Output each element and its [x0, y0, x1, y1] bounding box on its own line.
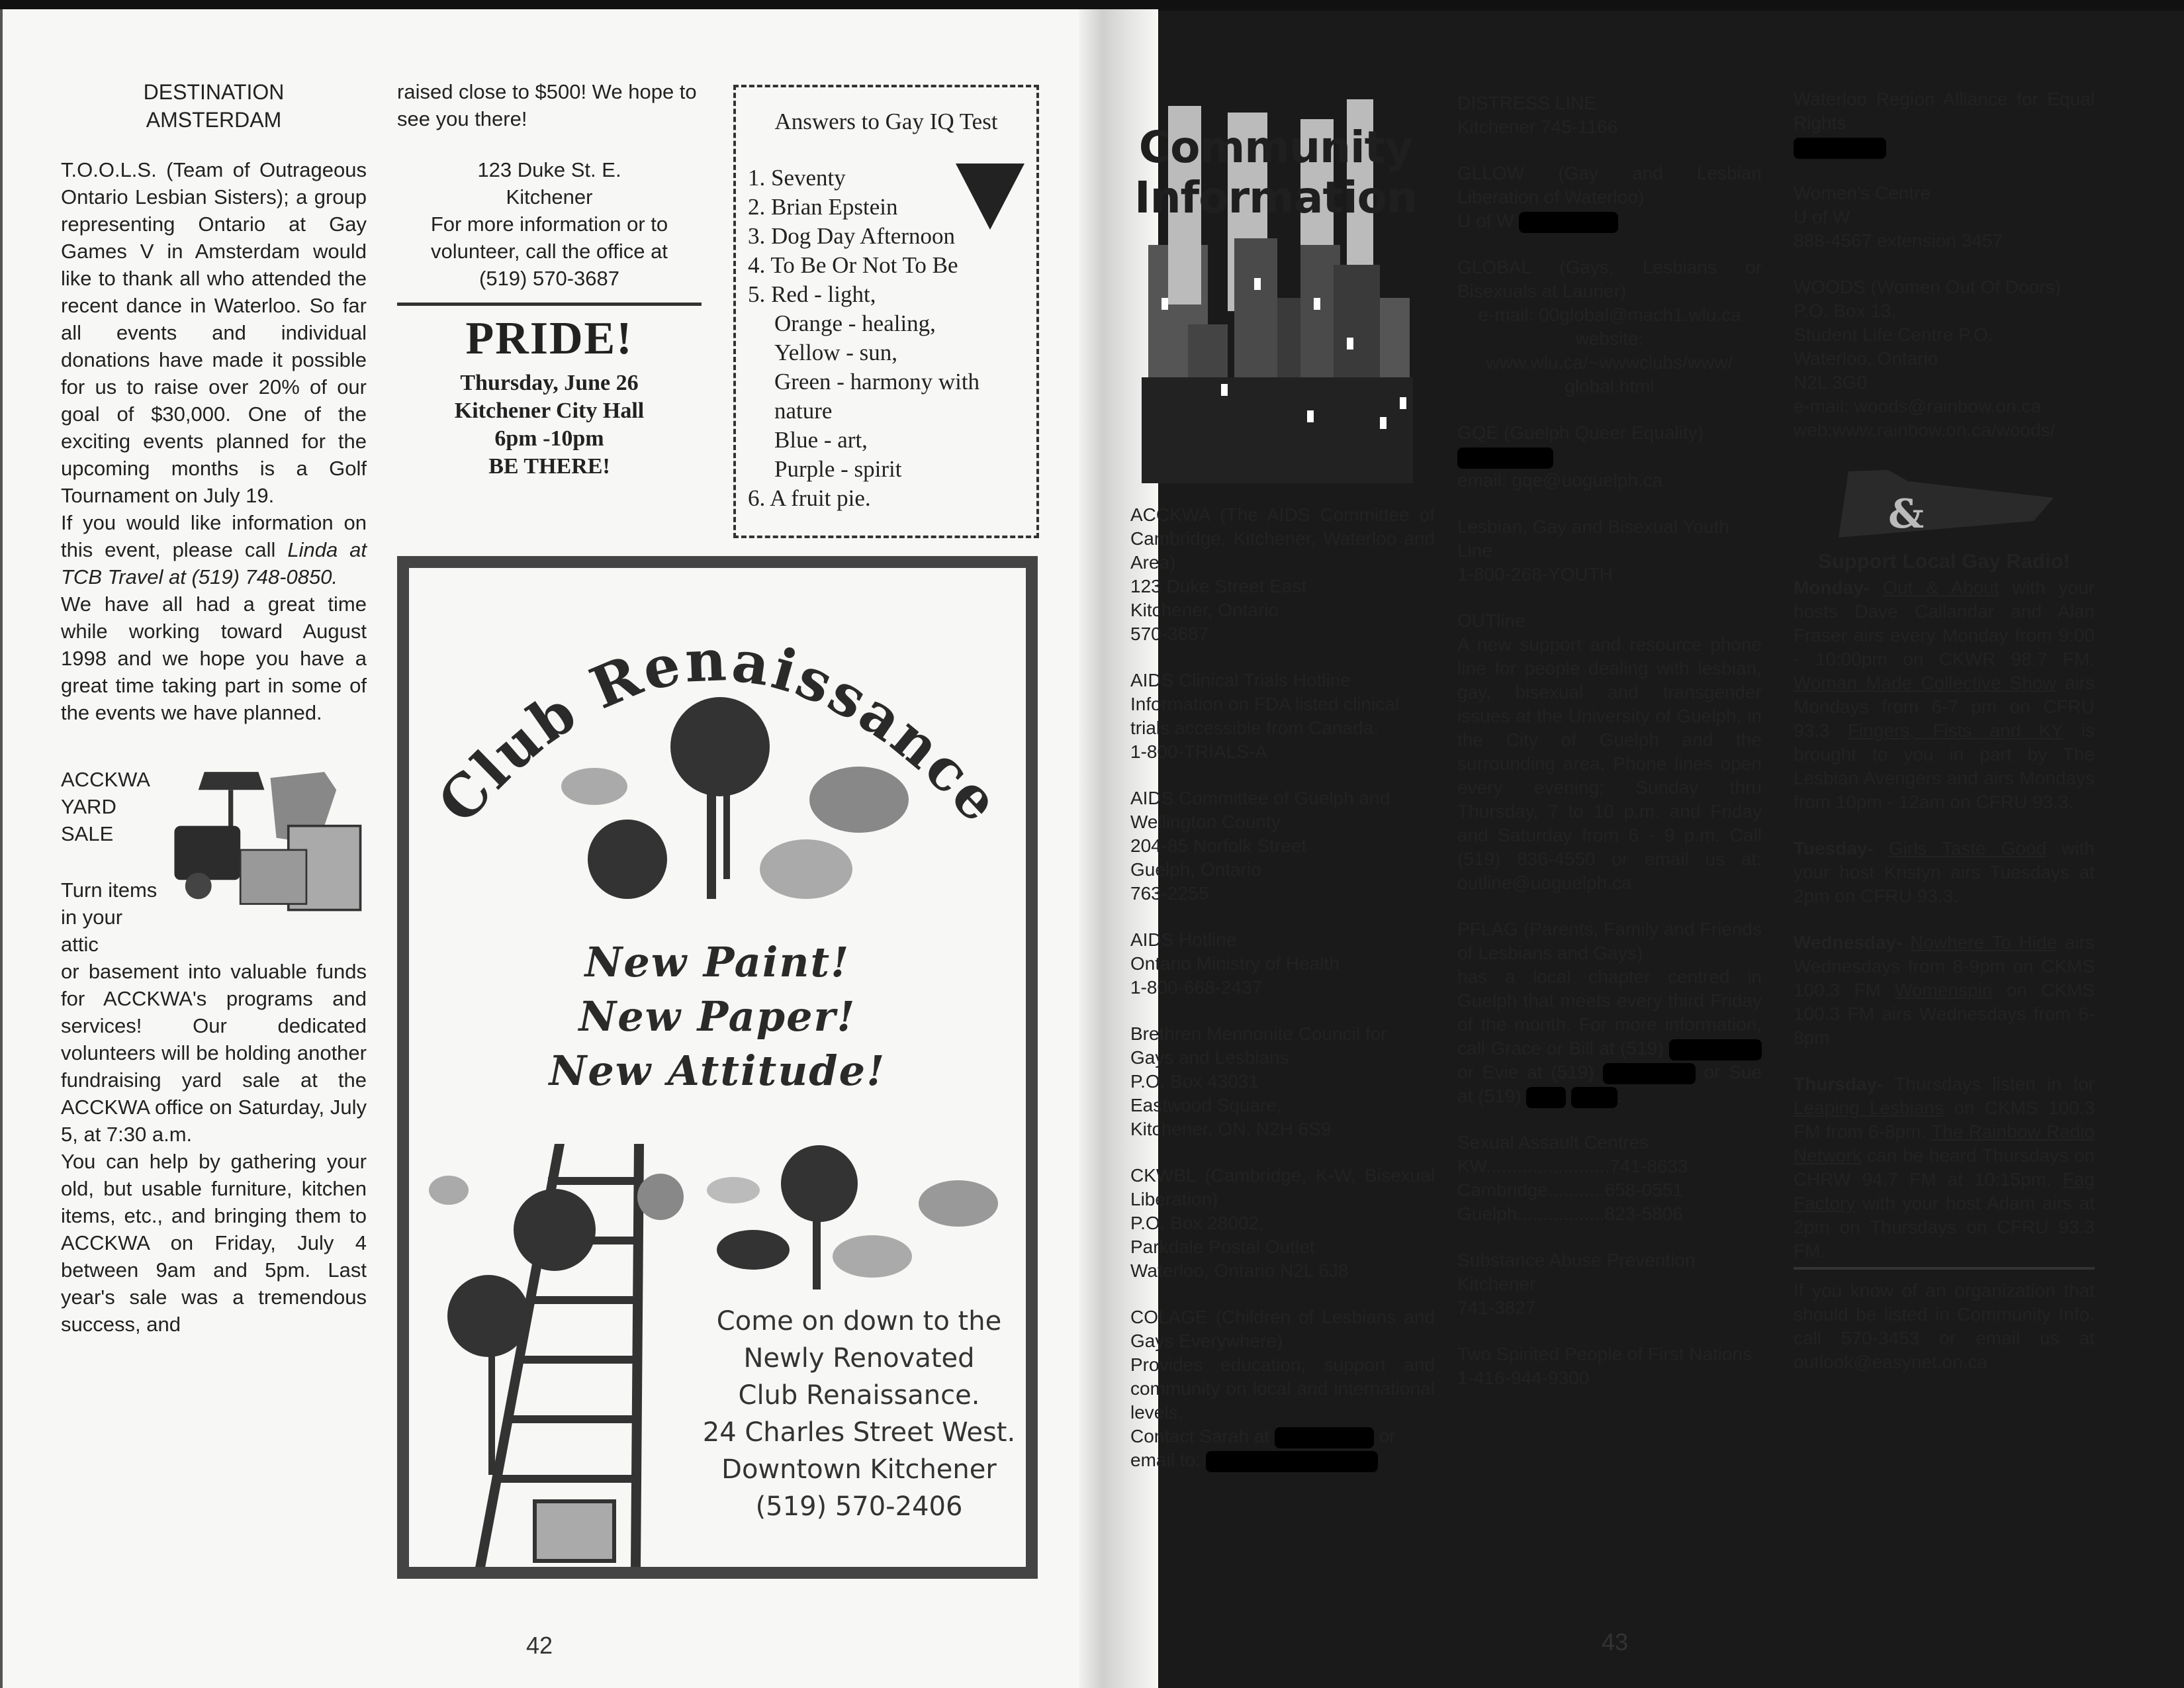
slogan: New Paper!: [578, 992, 856, 1041]
show-details: on CKMS 100.3 FM airs Wednesdays from 6-8pm: [1794, 980, 2095, 1048]
wheel: [185, 872, 212, 899]
radio-thursday: [1794, 1072, 2095, 1263]
drip: [488, 1342, 495, 1475]
entry-line: Kitchener, Ontario: [1130, 600, 1279, 620]
splatter: [707, 1177, 760, 1203]
redacted-phone: [1526, 1087, 1566, 1108]
ad-info-line: 24 Charles Street West.: [702, 1417, 1016, 1448]
contact-info: Linda at TCB Travel at (519) 748-0850.: [61, 538, 367, 588]
directory-entry: [1794, 181, 2095, 253]
iq-answer: 4. To Be Or Not To Be: [748, 252, 958, 278]
show-title: Nowhere To Hide: [1910, 932, 2058, 953]
splatter: [514, 1189, 596, 1271]
destination-article: [61, 156, 367, 726]
yard-sale-intro-line: Turn items: [61, 878, 158, 902]
destination-title: [61, 78, 367, 134]
ladder-art: [422, 1144, 687, 1568]
directory-entry: [1457, 256, 1762, 399]
iq-answer: 2. Brian Epstein: [748, 194, 898, 220]
directory-column-2: [1457, 91, 1762, 1607]
entry-name: GLLOW (Gay and Lesbian Liberation of Waterloo): [1457, 163, 1762, 207]
entry-line: global.html: [1565, 376, 1655, 397]
directory-entry: [1457, 1131, 1762, 1226]
entry-name: AIDS Clinical Trials Hotline: [1130, 670, 1351, 690]
directory-column-3: [1794, 87, 2095, 1610]
ampersand-glyph: &: [1888, 491, 1924, 538]
show-details: airs Mondays from 6-7 pm on CFRU 93.3: [1794, 673, 2095, 741]
entry-line: 1-800-268-YOUTH: [1457, 564, 1613, 585]
iq-answer: Purple - spirit: [774, 456, 902, 482]
entry-line: email: gqe@uoguelph.ca: [1457, 470, 1663, 491]
ad-info-line: Come on down to the: [716, 1306, 1002, 1336]
show-title: Woman Made Collective Show: [1794, 673, 2056, 693]
entry-line: A new support and resource phone line for people dealing with lesbian, gay, bisexual and transgender issues at the University of Guelph, in the City of Guelph and the surrounding area. Phone lines open every evening; Sunday thru Thursday, 7 to 10 p.m. and Friday and Saturday from 6 - 9 p.m. Call (519) 836-4550 or email us at: outline@uoguelph.ca: [1457, 634, 1762, 893]
entry-line: 1-800-TRIALS-A: [1130, 741, 1267, 762]
area-code: (519): [1620, 1038, 1664, 1058]
acckwa-contact: [397, 156, 702, 292]
directory-entry: [1794, 275, 2095, 442]
entry-line: 763-2255: [1130, 883, 1209, 904]
entry-line: Kitchener 745-1166: [1457, 117, 1618, 137]
day-label: Thursday-: [1794, 1074, 1884, 1094]
yard-sale-intro-line: in your attic: [61, 906, 123, 956]
iq-answer: 6. A fruit pie.: [748, 485, 871, 511]
iq-answer: Green - harmony with: [774, 369, 980, 395]
phone: 741-8633: [1610, 1156, 1688, 1176]
basket: [240, 850, 306, 904]
day-label: Tuesday-: [1794, 838, 1874, 859]
entry-line: website:: [1575, 328, 1644, 349]
yard-sale-title-line: YARD: [61, 795, 116, 818]
phone-row: [1457, 1202, 1762, 1226]
drip: [813, 1203, 821, 1289]
radio-show-logo: [1835, 465, 2054, 544]
splatter: [717, 1230, 790, 1270]
community-info-title: [1128, 122, 1423, 223]
title-line: Information: [1134, 172, 1417, 223]
leader-dots: ........................: [1486, 1156, 1610, 1176]
phone: 823-5806: [1604, 1203, 1683, 1224]
upper-splatter-art: [694, 1144, 1024, 1296]
pride-notice: [397, 312, 702, 481]
destination-paragraph: [61, 509, 367, 590]
iq-answer-list: [748, 164, 979, 513]
show-title: Out & About: [1883, 577, 1999, 598]
entry-line: [1130, 1425, 1435, 1448]
pflag-desc: has a local chapter centred in Guelph that meets every third Friday of the month. For more information, call Grace or Bill at: [1457, 966, 1762, 1058]
email-prefix: email to:: [1130, 1450, 1201, 1470]
entry-name: Two Spirited People of First Nations: [1457, 1344, 1752, 1364]
entry-name: AIDS Committee of Guelph and Wellington County: [1130, 788, 1390, 832]
entry-line: P.O. Box 43031: [1130, 1071, 1259, 1092]
entry-line: www.wlu.ca/~wwwclubs/www/: [1486, 352, 1733, 373]
pride-title: PRIDE!: [465, 313, 633, 364]
splatter: [588, 820, 667, 899]
directory-entry: [1457, 91, 1762, 139]
entry-line: 1-416-944-9300: [1457, 1368, 1590, 1388]
directory-column-1: [1130, 503, 1435, 1602]
iq-answer: Yellow - sun,: [774, 340, 898, 365]
destination-title-line: DESTINATION: [143, 80, 285, 104]
directory-entry: [1130, 786, 1435, 906]
drip: [723, 767, 730, 879]
radio-monday: [1794, 576, 2095, 814]
entry-name: WOODS (Women Out Of Doors): [1794, 277, 2061, 297]
or-text: or: [1379, 1426, 1396, 1446]
entry-name: GLOBAL (Gays, Lesbians or Bisexuals at Laurier): [1457, 257, 1762, 301]
destination-title-line: AMSTERDAM: [146, 108, 282, 132]
pride-time: 6pm -10pm: [494, 426, 604, 451]
contact-prefix: Contact Sarah at: [1130, 1426, 1270, 1446]
directory-entry: [1457, 917, 1762, 1108]
yard-sale-paragraph: You can help by gathering your old, but usable furniture, kitchen items, etc., and bringing them to ACCKWA on Friday, July 4 between 9am and 5pm. Last year's sale was a tremendous success, and: [61, 1150, 367, 1336]
entry-name: ACCKWA (The AIDS Committee of Cambridge, Kitchener, Waterloo and Area): [1130, 504, 1435, 573]
logo-shape: [1839, 470, 2054, 538]
club-renaissance-ad: [397, 556, 1038, 1579]
redacted-phone: [1275, 1427, 1374, 1448]
redacted-email: [1206, 1451, 1378, 1472]
splatter: [670, 697, 770, 796]
slogan: New Attitude!: [549, 1047, 886, 1095]
pride-cta: BE THERE!: [488, 454, 610, 479]
leader-dots: ...........: [1547, 1180, 1605, 1200]
show-details: with your hosts Dave Callandar and Alan Fraser airs every Monday from 9:00 - 10:00pm on CKWR 98.7 FM.: [1794, 577, 2095, 669]
address-line: 123 Duke St. E.: [477, 158, 621, 181]
entry-line: U of W: [1794, 207, 1850, 227]
iq-answer: nature: [774, 398, 833, 424]
listing-footer-note: If you know of an organization that should be listed in Community Info. call 570-3453 or email us at outlook@easynet.on.ca: [1794, 1280, 2095, 1372]
ad-info: [687, 1303, 1031, 1525]
info-line: For more information or to: [430, 212, 668, 236]
club-name-arc: [409, 568, 1026, 925]
entry-line: Waterloo, Ontario N2L 6J8: [1130, 1260, 1349, 1281]
entry-line: [1457, 209, 1762, 233]
entry-line: Ontario Ministry of Health: [1130, 953, 1340, 974]
yard-sale-article: [61, 958, 367, 1338]
show-details: can be heard Thursdays on CHRW 94.7 FM at 10:15pm.: [1794, 1145, 2095, 1190]
radio-tuesday: [1794, 837, 2095, 908]
iq-answer: Orange - healing,: [774, 310, 936, 336]
redacted-phone: [1457, 447, 1553, 469]
entry-line: 741-3827: [1457, 1297, 1536, 1318]
yard-sale-continued: raised close to $500! We hope to see you there!: [397, 80, 697, 130]
pflag-contact: or Sue at (519): [1457, 1062, 1762, 1106]
club-name-path: Club Renaissance: [425, 627, 1014, 837]
destination-paragraph: We have all had a great time while working toward August 1998 and we hope you have a great time taking part in some of the events we have planned.: [61, 592, 367, 724]
show-title: Leaping Lesbians: [1794, 1098, 1944, 1118]
yard-sale-title-line: ACCKWA: [61, 768, 150, 791]
directory-entry: [1457, 1342, 1762, 1390]
day-label: Monday-: [1794, 577, 1870, 598]
iq-answer: 1. Seventy: [748, 165, 846, 191]
entry-line: 888-4567 extension 3457: [1794, 230, 2003, 251]
splatter: [833, 1235, 912, 1278]
directory-entry: [1130, 928, 1435, 1000]
entry-line: P.O. Box 13,: [1794, 301, 1897, 321]
show-details: with your host Kristyn airs Tuesdays at 2pm on CFRU 93.3.: [1794, 838, 2095, 906]
directory-entry: [1457, 421, 1762, 492]
entry-line: Waterloo, Ontario: [1794, 348, 1938, 369]
entry-line: 204-85 Norfolk Street: [1130, 835, 1307, 856]
entry-name: CKWBL (Cambridge, K-W, Bisexual Liberation): [1130, 1165, 1435, 1209]
show-title: Fingers, Fists and KY: [1847, 720, 2064, 741]
slogan: New Paint!: [584, 938, 850, 986]
entry-line: web:www.rainbow.on.ca/woods/: [1794, 420, 2056, 440]
entry-name: DISTRESS LINE: [1457, 93, 1597, 113]
iq-answer: 3. Dog Day Afternoon: [748, 223, 956, 249]
left-column-2: [397, 78, 702, 548]
info-line: volunteer, call the office at: [431, 240, 668, 263]
left-column-1: [61, 78, 367, 1594]
show-details: Thursdays listen in for: [1894, 1074, 2095, 1094]
phone-row: [1457, 1178, 1762, 1202]
radio-wednesday: [1794, 931, 2095, 1050]
directory-entry: [1457, 515, 1762, 586]
entry-name: Brethren Mennonite Council for Gays and Lesbians: [1130, 1023, 1387, 1068]
entry-line: e-mail: woods@rainbow.on.ca: [1794, 396, 2041, 416]
ad-info-line: Newly Renovated: [743, 1343, 975, 1374]
show-details: on CKMS 100.3 FM from 6-8pm.: [1794, 1098, 2095, 1142]
redacted-phone: [1571, 1087, 1617, 1108]
entry-line: Kitchener: [1457, 1274, 1536, 1294]
yard-sale-paragraph: or basement into valuable funds for ACCKWA's programs and services! Our dedicated volunteers will be holding another fundraising yard sale at the ACCKWA office on Saturday, July 5, at 7:30 a.m.: [61, 960, 367, 1146]
directory-entry: [1130, 503, 1435, 646]
entry-line: e-mail: 00global@mach1.wlu.ca: [1478, 305, 1741, 325]
entry-name: Waterloo Region Alliance for Equal Rights: [1794, 89, 2095, 133]
divider: [397, 303, 702, 306]
directory-entry-colage: [1130, 1305, 1435, 1472]
entry-line: Eastwood Square,: [1130, 1095, 1282, 1115]
entry-name: Sexual Assault Centres: [1457, 1132, 1649, 1152]
entry-name: Women's Centre: [1794, 183, 1931, 203]
radio-section: [1794, 549, 2095, 1263]
ad-info-line: Club Renaissance.: [738, 1380, 980, 1411]
radio-title: Support Local Gay Radio!: [1818, 549, 2070, 573]
ad-info-line: Downtown Kitchener: [721, 1454, 997, 1485]
entry-name: PFLAG (Parents, Family and Friends of Lesbians and Gays): [1457, 919, 1762, 963]
entry-line: has a local chapter centred in Guelph that meets every third Friday of the month. For more information, call Grace or Bill at (519) or Evie at (519) or Sue at (519) .: [1457, 965, 1762, 1108]
show-details: with your host Adam airs at 2pm on Thursdays on CFRU 93.3 FM.: [1794, 1193, 2095, 1261]
redacted-phone: [1794, 138, 1886, 159]
entry-line: Student Life Centre P.O.: [1794, 324, 1993, 345]
lamp-shade: [199, 772, 265, 790]
entry-line: Kitchener, ON. N2H 6S9: [1130, 1119, 1332, 1139]
phone-row: [1457, 1154, 1762, 1178]
splatter: [760, 839, 852, 899]
entry-name: AIDS Hotline: [1130, 929, 1237, 950]
yard-sale-title-line: SALE: [61, 822, 114, 845]
redacted-phone: [1519, 212, 1618, 233]
contact-lead: If you would like information on this event, please call: [61, 511, 367, 561]
day-label: Wednesday-: [1794, 932, 1903, 953]
pride-date: Thursday, June 26: [460, 371, 639, 395]
directory-entry: [1130, 1022, 1435, 1141]
splatter: [809, 767, 909, 833]
entry-line: [1130, 1448, 1435, 1472]
directory-entry: [1457, 162, 1762, 233]
entry-line: Parkdale Postal Outlet: [1130, 1237, 1315, 1257]
show-title: Womenspin: [1895, 980, 1993, 1000]
directory-entry: [1457, 609, 1762, 895]
divider: [1794, 1267, 2095, 1270]
splatter: [429, 1176, 469, 1205]
destination-paragraph: T.O.O.L.S. (Team of Outrageous Ontario Lesbian Sisters); a group representing Ontario at Gay Games V in Amsterdam would like to thank all who attended the recent dance in Waterloo. So far all events and individual donations have made it possible for us to raise over 20% of our goal of $30,000. One of the exciting events planned for the upcoming months is a Golf Tournament on July 19.: [61, 158, 367, 507]
community-info-header: [1128, 99, 1423, 483]
entry-line: Provides education, support and community on local and international levels.: [1130, 1354, 1435, 1423]
entry-name: Lesbian, Gay and Bisexual Youth Line: [1457, 516, 1729, 561]
entry-name: Substance Abuse Prevention: [1457, 1250, 1696, 1270]
pflag-contact: or Evie at (519): [1457, 1062, 1594, 1082]
entry-line: N2L 3G0: [1794, 372, 1868, 393]
address-line: Kitchener: [506, 185, 593, 209]
yard-sale-block: [61, 766, 367, 1338]
iq-test-box: [733, 85, 1039, 538]
entry-line: 123 Duke Street East: [1130, 576, 1307, 596]
directory-entry: [1130, 1164, 1435, 1283]
entry-line: 570-3687: [1130, 624, 1209, 644]
iq-answer: Blue - art,: [774, 427, 868, 453]
suitcase: [174, 826, 240, 880]
place: Cambridge: [1457, 1180, 1548, 1200]
splatter: [561, 768, 627, 805]
phone: 658-0551: [1604, 1180, 1683, 1200]
place: Guelph: [1457, 1203, 1518, 1224]
entry-line: Information on FDA listed clinical trials accessible from Canada.: [1130, 694, 1400, 738]
ad-info-line: (519) 570-2406: [755, 1491, 963, 1522]
directory-entry: [1457, 1248, 1762, 1320]
show-title: The Rainbow Radio Network: [1794, 1121, 2095, 1166]
show-details: is brought to you in part by The Lesbian Avengers and airs Mondays from 10pm - 12am on CFRU 93.3.: [1794, 720, 2095, 812]
entry-line: P.O. Box 28002,: [1130, 1213, 1264, 1233]
splatter: [637, 1174, 684, 1220]
page-number-left: 42: [526, 1632, 553, 1659]
directory-entry: [1130, 669, 1435, 764]
page-number-right: 43: [1602, 1628, 1629, 1656]
entry-line: Guelph, Ontario: [1130, 859, 1261, 880]
show-title: Girls Taste Good: [1888, 838, 2047, 859]
entry-name: OUTline: [1457, 610, 1525, 631]
entry-line-text: U of W: [1457, 211, 1514, 231]
redacted-phone: [1669, 1039, 1762, 1060]
iq-answer: 5. Red - light,: [748, 281, 876, 307]
redacted-phone: [1603, 1063, 1696, 1084]
pride-place: Kitchener City Hall: [454, 399, 645, 423]
place: KW: [1457, 1156, 1486, 1176]
splatter: [919, 1180, 998, 1227]
title-line: Community: [1138, 122, 1413, 173]
drip: [707, 767, 716, 899]
office-phone: (519) 570-3687: [479, 267, 619, 290]
entry-name: GQE (Guelph Queer Equality): [1457, 422, 1704, 443]
paint-can-icon: [535, 1501, 614, 1561]
leader-dots: .................: [1517, 1203, 1605, 1224]
show-details: airs Wednesdays from 8-9pm on CKMS 100.3 FM: [1794, 932, 2095, 1000]
ad-slogans: [409, 935, 1026, 1098]
entry-name: COLAGE (Children of Lesbians and Gays Everywhere): [1130, 1307, 1435, 1351]
yard-sale-clipart: [168, 766, 367, 946]
show-title: Fag Factory: [1794, 1169, 2095, 1213]
entry-line: 1-800-668-2437: [1130, 977, 1263, 998]
directory-entry: [1794, 87, 2095, 159]
iq-test-title: Answers to Gay IQ Test: [774, 109, 998, 134]
